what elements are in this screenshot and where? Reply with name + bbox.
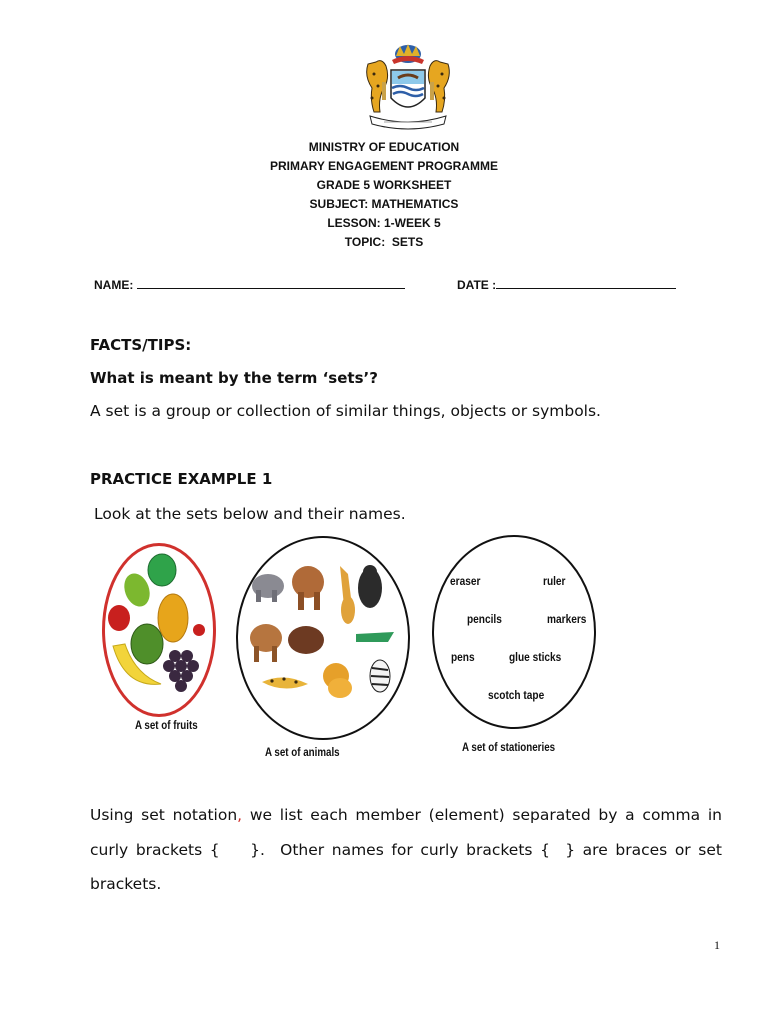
subject-label: SUBJECT: MATHEMATICS: [309, 197, 459, 211]
practice-intro: Look at the sets below and their names.: [94, 505, 406, 523]
programme-title: PRIMARY ENGAGEMENT PROGRAMME: [269, 159, 498, 173]
notation-text-part1: Using set notation: [90, 806, 238, 824]
grade-label: GRADE 5 WORKSHEET: [316, 178, 452, 192]
stationeries-caption: A set of stationeries: [462, 742, 556, 754]
stationery-item-scotch-tape: scotch tape: [488, 690, 545, 702]
coat-of-arms-logo: [358, 42, 458, 132]
practice-heading: PRACTICE EXAMPLE 1: [90, 470, 273, 488]
name-label: NAME:: [94, 278, 134, 292]
notation-comma: ,: [237, 806, 243, 824]
set-notation-paragraph: [90, 798, 727, 902]
date-label: DATE :: [457, 278, 497, 292]
sets-definition: A set is a group or collection of similar things, objects or symbols.: [90, 402, 601, 420]
facts-heading: FACTS/TIPS:: [90, 336, 192, 354]
worksheet-header: [0, 138, 768, 252]
page-number: 1: [714, 938, 720, 952]
stationery-item-markers: markers: [547, 614, 587, 626]
name-row: [94, 276, 405, 292]
stationery-item-pens: pens: [451, 652, 475, 664]
stationery-item-pencils: pencils: [467, 614, 502, 626]
animals-caption: A set of animals: [265, 747, 340, 759]
fruits-illustration: [105, 548, 210, 708]
date-row: [457, 276, 676, 292]
ministry-title: MINISTRY OF EDUCATION: [308, 140, 460, 154]
name-field[interactable]: [137, 276, 405, 289]
stationery-item-eraser: eraser: [450, 576, 481, 588]
stationery-item-ruler: ruler: [543, 576, 566, 588]
animals-illustration: [244, 560, 404, 710]
notation-text-part2: we list each member (element) separated by a comma in curly brackets { }. Other names for curly brackets { } are braces or set brackets.: [90, 806, 727, 893]
sets-question: What is meant by the term ‘sets’?: [90, 369, 378, 387]
date-field[interactable]: [496, 276, 676, 289]
stationery-item-glue-sticks: glue sticks: [509, 652, 562, 664]
lesson-label: LESSON: 1-WEEK 5: [327, 216, 441, 230]
fruits-caption: A set of fruits: [135, 720, 198, 732]
topic-label: TOPIC: SETS: [344, 235, 424, 249]
